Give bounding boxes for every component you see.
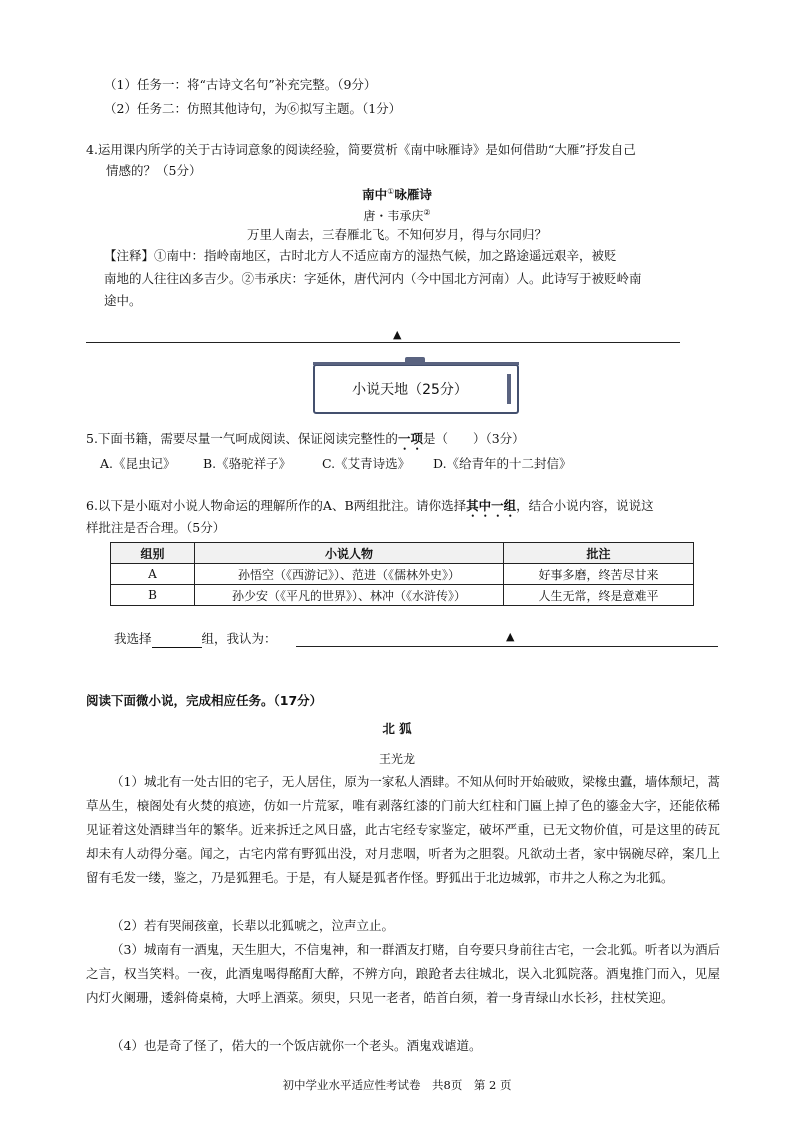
table-header-annotation: 批注 [504,543,694,564]
q6-answer-line[interactable] [296,646,718,647]
poem-note-line3: 途中。 [104,293,142,308]
banner-top-bar [313,362,519,365]
q5-option-b: B.《骆驼祥子》 [203,456,292,471]
story-paragraph-2: （2）若有哭闹孩童，长辈以北狐唬之，泣声立止。 [111,918,394,933]
table-cell-character: 孙少安（《平凡的世界》）、林冲（《水浒传》） [195,585,504,606]
poem-author: 唐・韦承庆② [363,208,431,223]
poem-note-line1: 【注释】①南中：指岭南地区，古时北方人不适应南方的湿热气候，加之路途遥远艰辛，被贬 [104,248,617,263]
section-banner-title: 小说天地（25分） [352,382,468,398]
table-row [111,564,694,585]
q5-option-d: D.《给青年的十二封信》 [433,456,572,471]
table-row [111,585,694,606]
group-choice-blank[interactable] [152,633,202,648]
q6-prompt-line1: 6.以下是小瓯对小说人物命运的理解所作的A、B两组批注。请你选择其中一组，结合小说内容，说说这 [86,498,654,513]
reading-instruction: 阅读下面微小说，完成相应任务。（17分） [86,693,323,708]
poem-note-line2: 南地的人往往凶多吉少。②韦承庆：字延休，唐代河内（今中国北方河南）人。此诗写于被贬岭南 [104,271,642,286]
annotation-table [110,542,694,606]
table-cell-group: A [111,564,195,585]
banner-side-bar [507,374,511,404]
q5-option-a: A.《昆虫记》 [100,456,176,471]
q4-prompt-line1: 4.运用课内所学的关于古诗词意象的阅读经验，简要赏析《南中咏雁诗》是如何借助“大雁”抒发自己 [86,142,636,157]
page-footer: 初中学业水平适应性考试卷 共8页 第 2 页 [282,1078,512,1092]
q4-answer-marker: ▲ [393,328,402,341]
q6-answer-marker: ▲ [506,630,515,643]
story-paragraph-3: （3）城南有一酒鬼，天生胆大，不信鬼神，和一群酒友打赌，自夸要只身前往古宅，一会北狐。听者以为酒后之言，权当笑料。一夜，此酒鬼喝得酩酊大醉，不辨方向，踉跄者去往城北，误入北狐院落。酒鬼推门而入，见屋内灯火阑珊，逶斜倚桌椅，大呼上酒菜。须臾，只见一老者，皓首白须，着一身青绿山水长衫，拄杖笑迎。 [86,942,720,1005]
q6-prompt-line2: 样批注是否合理。（5分） [86,520,226,535]
table-cell-character: 孙悟空（《西游记》）、范进（《儒林外史》） [195,564,504,585]
table-cell-annotation: 人生无常，终是意难平 [504,585,694,606]
table-header-character: 小说人物 [195,543,504,564]
table-cell-annotation: 好事多磨，终苦尽甘来 [504,564,694,585]
q6-emphasis: 其中一组 [466,498,517,513]
task-two-line: （2）任务二：仿照其他诗句，为⑥拟写主题。（1分） [104,101,402,116]
task-one-line: （1）任务一：将“古诗文名句”补充完整。（9分） [104,77,377,92]
table-cell-group: B [111,585,195,606]
table-header-row [111,543,694,564]
q5-option-c: C.《艾青诗选》 [322,456,411,471]
table-header-group: 组别 [111,543,195,564]
section-banner [313,364,519,414]
poem-title: 南中①咏雁诗 [362,187,432,203]
q4-answer-line [86,342,680,343]
story-author: 王光龙 [378,752,415,766]
story-paragraph-1: （1）城北有一处古旧的宅子，无人居住，原为一家私人酒肆。不知从何时开始破败，梁椽虫蠹，墙体颓圮，蒿草丛生，榱阁处有火焚的痕迹，仿如一片荒冢，唯有剥落红漆的门前大红柱和门匾上掉了色的鎏金大字，还能依稀见证着这处酒肆当年的繁华。近来拆迁之风日盛，此古宅经专家鉴定，破坏严重，已无文物价值，可是这里的砖瓦却未有人动得分毫。闻之，古宅内常有野狐出没，对月悲咽，听者为之胆裂。凡欲动土者，家中锅碗尽碎，案几上留有毛发一缕，鉴之，乃是狐狸毛。于是，有人疑是狐者作怪。野狐出于北边城郭，市井之人称之为北狐。 [86,774,720,885]
story-title: 北 狐 [382,721,412,736]
poem-body: 万里人南去，三春雁北飞。不知何岁月，得与尔同归？ [246,227,547,242]
q4-prompt-line2: 情感的？（5分） [106,163,202,178]
story-paragraph-4: （4）也是奇了怪了，偌大的一个饭店就你一个老头。酒鬼戏谑道。 [111,1038,482,1053]
q6-answer-row: 我选择 组，我认为： [114,631,277,646]
q5-prompt: 5.下面书籍，需要尽量一气呵成阅读、保证阅读完整性的一项是（ ）（3分） [86,431,525,446]
q5-emphasis: 一项 [397,431,423,446]
